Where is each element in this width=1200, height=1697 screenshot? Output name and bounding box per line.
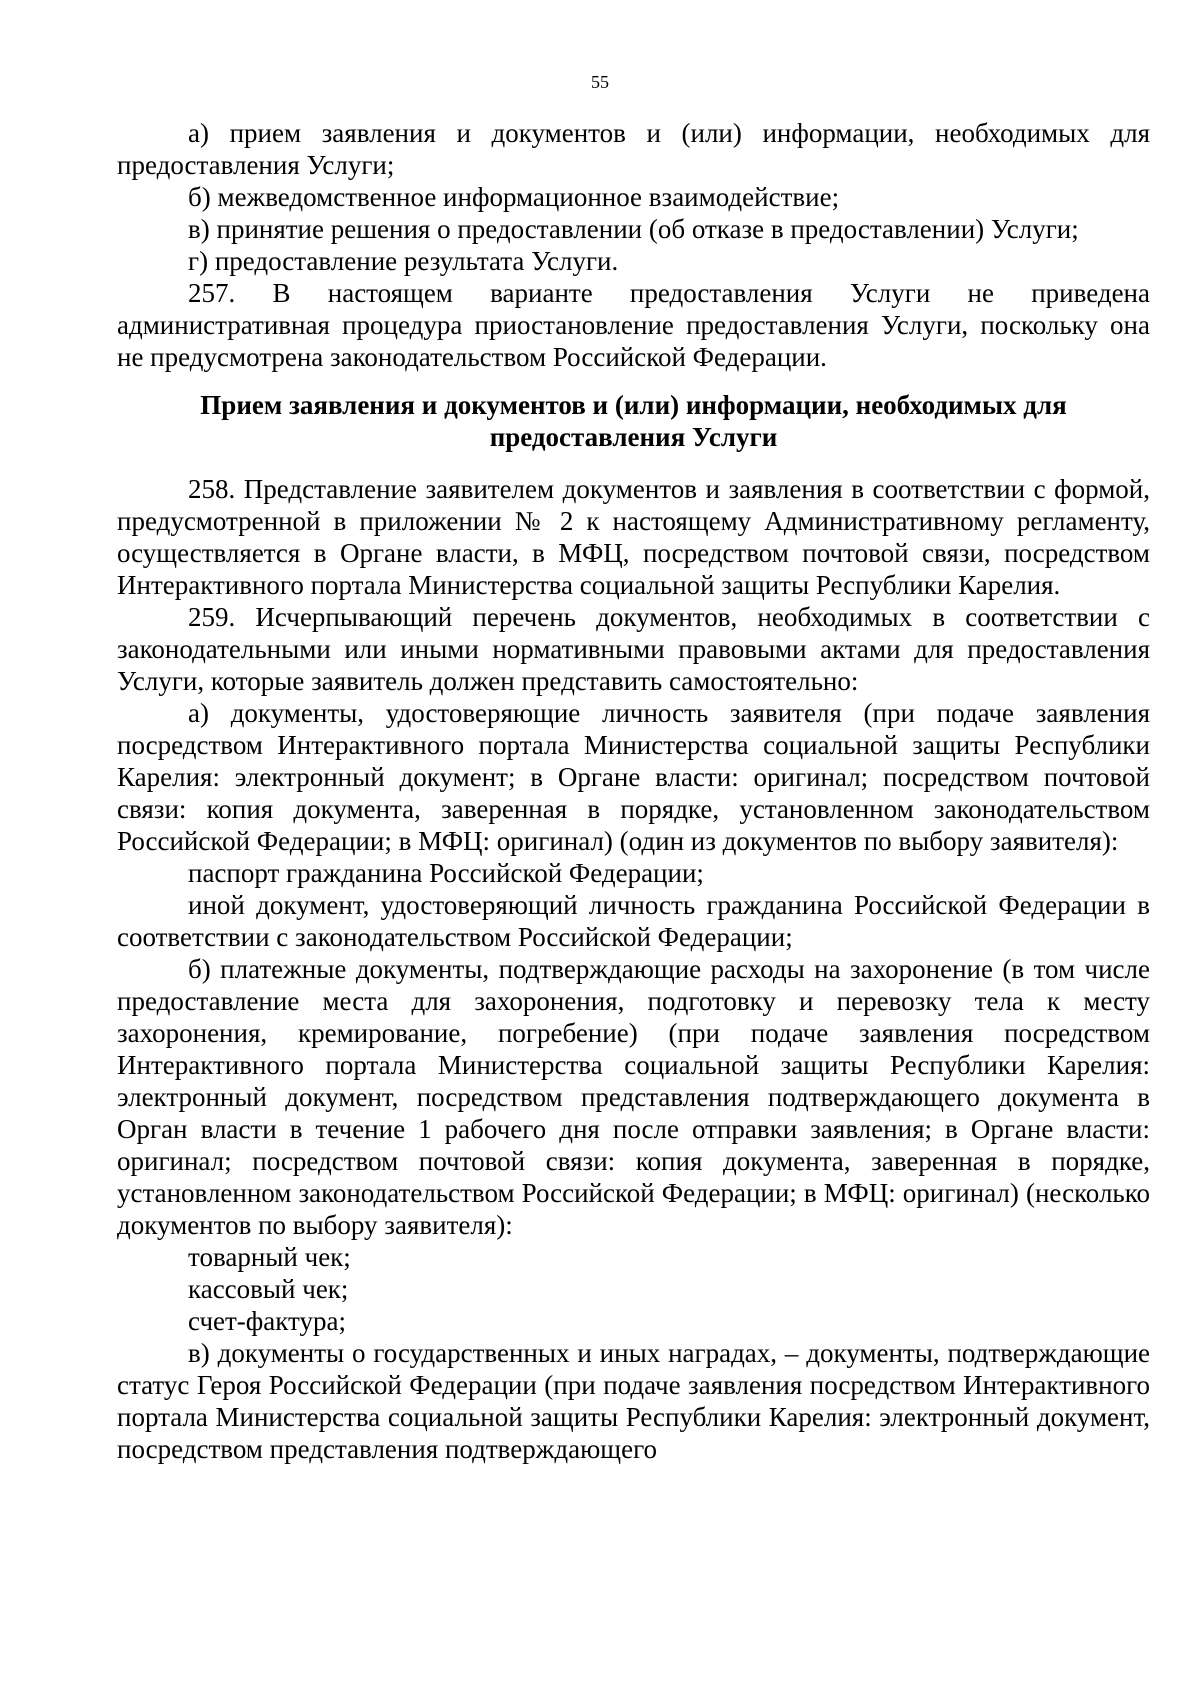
page-number: 55 <box>591 72 609 92</box>
clause-258: 258. Представление заявителем документов и заявления в соответствии с формой, предусмотренной в приложении № 2 к настоящему Административному регламенту, осуществляется в Органе власти, в МФЦ, посредством почтовой связи, посредством Интерактивного портала Министерства социальной защиты Республики Карелия. <box>117 474 1150 600</box>
clause-259-item-v: в) документы о государственных и иных наградах, – документы, подтверждающие статус Героя Российской Федерации (при подаче заявления посредством Интерактивного портала Министерства социальной защиты Республики Карелия: электронный документ, посредством представления подтверждающего <box>117 1338 1150 1464</box>
list-item-g: г) предоставление результата Услуги. <box>188 246 619 276</box>
document-body <box>117 117 1150 1465</box>
section-heading: Прием заявления и документов и (или) информации, необходимых для предоставления Услуги <box>200 390 1067 452</box>
list-item-v: в) принятие решения о предоставлении (об отказе в предоставлении) Услуги; <box>188 214 1079 244</box>
clause-259-item-a: а) документы, удостоверяющие личность заявителя (при подаче заявления посредством Интерактивного портала Министерства социальной защиты Республики Карелия: электронный документ; в Органе власти: оригинал; посредством почтовой связи: копия документа, заверенная в порядке, установленном законодательством Российской Федерации; в МФЦ: оригинал) (один из документов по выбору заявителя): <box>117 698 1150 856</box>
list-item-b: б) межведомственное информационное взаимодействие; <box>188 182 840 212</box>
document-item-other-id: иной документ, удостоверяющий личность гражданина Российской Федерации в соответствии с законодательством Российской Федерации; <box>117 890 1150 952</box>
clause-259: 259. Исчерпывающий перечень документов, необходимых в соответствии с законодательными или иными нормативными правовыми актами для предоставления Услуги, которые заявитель должен представить самостоятельно: <box>117 602 1150 696</box>
document-item-invoice: счет-фактура; <box>188 1306 346 1336</box>
clause-257: 257. В настоящем варианте предоставления Услуги не приведена административная процедура приостановление предоставления Услуги, поскольку она не предусмотрена законодательством Российской Федерации. <box>117 278 1150 372</box>
clause-259-item-b: б) платежные документы, подтверждающие расходы на захоронение (в том числе предоставление места для захоронения, подготовку и перевозку тела к месту захоронения, кремирование, погребение) (при подаче заявления посредством Интерактивного портала Министерства социальной защиты Республики Карелия: электронный документ, посредством представления подтверждающего документа в Орган власти в течение 1 рабочего дня после отправки заявления; в Органе власти: оригинал; посредством почтовой связи: копия документа, заверенная в порядке, установленном законодательством Российской Федерации; в МФЦ: оригинал) (несколько документов по выбору заявителя): <box>117 954 1150 1240</box>
document-item-cash-receipt: кассовый чек; <box>188 1274 349 1304</box>
document-item-passport: паспорт гражданина Российской Федерации; <box>188 858 704 888</box>
document-item-sales-receipt: товарный чек; <box>188 1242 351 1272</box>
list-item-a: а) прием заявления и документов и (или) информации, необходимых для предоставления Услуги; <box>117 118 1150 180</box>
